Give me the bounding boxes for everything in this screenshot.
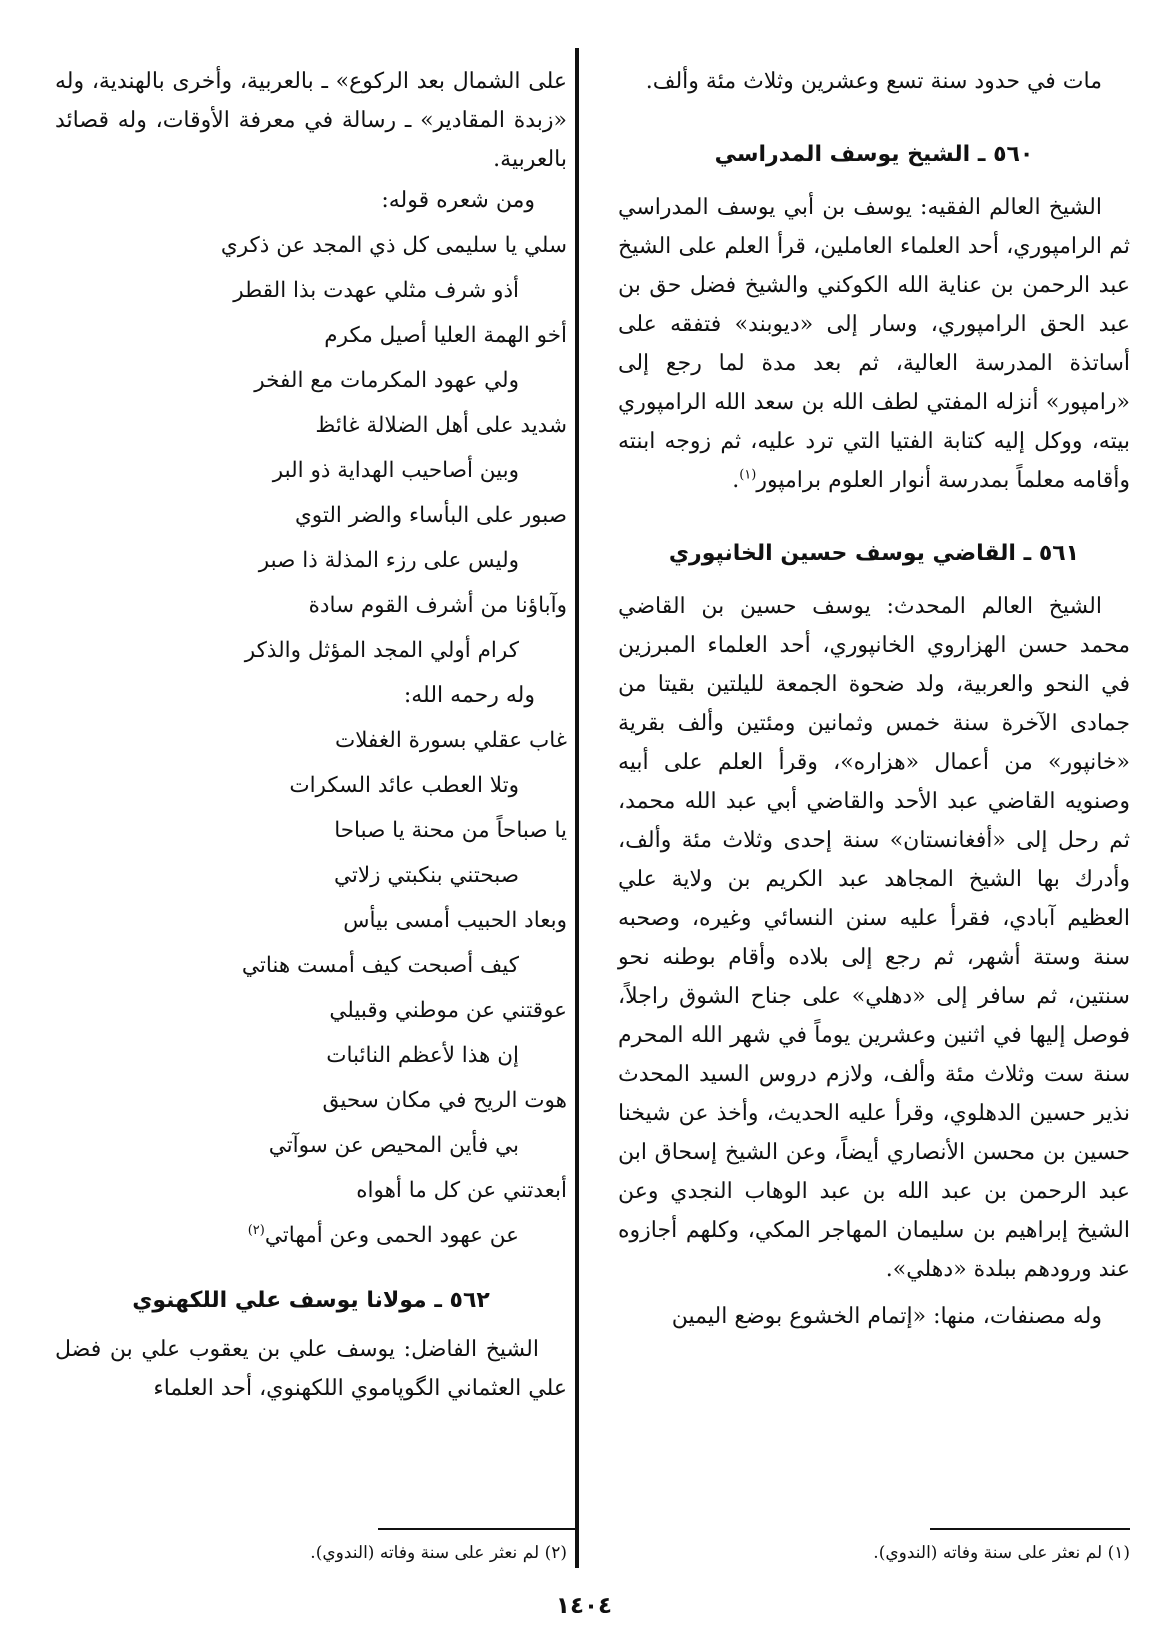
poem-2-line: بي فأين المحيص عن سوآتي — [268, 1133, 519, 1158]
entry-562-heading: ٥٦٢ ـ مولانا يوسف علي اللكهنوي — [132, 1288, 490, 1313]
entry-561-works: وله مصنفات، منها: «إتمام الخشوع بوضع اليمين — [671, 1304, 1102, 1329]
poem-2-line: وبعاد الحبيب أمسى بيأس — [343, 908, 567, 933]
poem-1-line: كرام أولي المجد المؤثل والذكر — [244, 638, 519, 663]
footnote-rule-right — [930, 1528, 1130, 1530]
footnote-rule-left — [378, 1528, 578, 1530]
footnote-2: (٢) لم نعثر على سنة وفاته (الندوي). — [310, 1543, 567, 1563]
poem-1-line: أذو شرف مثلي عهدت بذا القطر — [233, 278, 519, 303]
left-column — [55, 62, 567, 1408]
footnote-ref-2: (٢) — [247, 1222, 265, 1238]
footnote-ref-1: (١) — [739, 467, 757, 483]
poem-2-line — [55, 1217, 567, 1255]
footnote-1: (١) لم نعثر على سنة وفاته (الندوي). — [873, 1543, 1130, 1563]
poem-2-line: أبعدتني عن كل ما أهواه — [356, 1178, 567, 1203]
poem-2-line: يا صباحاً من محنة يا صباحا — [334, 818, 567, 843]
poem-1-line: وآباؤنا من أشرف القوم سادة — [308, 593, 567, 618]
poem-2-last-line-text: عن عهود الحمى وعن أمهاتي — [264, 1223, 519, 1248]
entry-562-body: الشيخ الفاضل: يوسف علي بن يعقوب علي بن فضل علي العثماني الگوپاموي اللكهنوي، أحد العلماء — [55, 1337, 567, 1401]
entry-561-body: الشيخ العالم المحدث: يوسف حسين بن القاضي محمد حسن الهزاروي الخانپوري، أحد العلماء المبرزين في النحو والعربية، ولد ضحوة الجمعة لليلتين بقيتا من جمادى الآخرة سنة خمس وثمانين ومئتين وألف بقرية «خانپور» من أعمال «هزاره»، وقرأ العلم على أبيه وصنويه القاضي عبد الأحد والقاضي أبي عبد الله محمد، ثم رحل إلى «أفغانستان» سنة إحدى وثلاث مئة وألف، وأدرك بها الشيخ المجاهد عبد الكريم بن ولاية علي العظيم آبادي، فقرأ عليه سنن النسائي وغيره، وصحبه سنة وستة أشهر، ثم رجع إلى بلاده وأقام بوطنه نحو سنتين، ثم سافر إلى «دهلي» على جناح الشوق راجلاً، فوصل إليها في اثنين وعشرين يوماً في شهر الله المحرم سنة ست وثلاث مئة وألف، ولازم دروس السيد المحدث نذير حسين الدهلوي، وقرأ عليه الحديث، وأخذ عن شيخنا حسين بن محسن الأنصاري أيضاً، وعن الشيخ إسحاق ابن عبد الرحمن بن عبد الله بن عبد الوهاب النجدي وعن الشيخ إبراهيم بن سليمان المهاجر المكي، وكلهم أجازوه عند ورودهم ببلدة «دهلي». — [618, 594, 1130, 1282]
entry-560-end: . — [732, 468, 740, 493]
right-column — [618, 62, 1130, 1336]
poem-1 — [55, 227, 567, 670]
poem-2-line: كيف أصبحت كيف أمست هناتي — [241, 953, 519, 978]
poem-2-intro: وله رحمه الله: — [403, 683, 535, 708]
poem-2-line: إن هذا لأعظم النائبات — [326, 1043, 519, 1068]
poem-2-line: غاب عقلي بسورة الغفلات — [334, 728, 567, 753]
poem-1-line: صبور على البأساء والضر التوي — [294, 503, 567, 528]
poem-1-line: أخو الهمة العليا أصيل مكرم — [324, 323, 567, 348]
right-column-opening: مات في حدود سنة تسع وعشرين وثلاث مئة وألف. — [645, 69, 1102, 94]
poem-2-line: صبحتني بنكبتي زلاتي — [334, 863, 519, 888]
poem-1-line: سلي يا سليمى كل ذي المجد عن ذكري — [220, 233, 567, 258]
poem-1-line: وبين أصاحيب الهداية ذو البر — [272, 458, 519, 483]
poem-2-line: هوت الريح في مكان سحيق — [322, 1088, 567, 1113]
poem-1-line: ولي عهود المكرمات مع الفخر — [254, 368, 519, 393]
poem-2-line: عوقتني عن موطني وقبيلي — [329, 998, 567, 1023]
entry-560-body — [618, 188, 1130, 500]
column-divider — [575, 48, 579, 1568]
left-column-continuation: على الشمال بعد الركوع» ـ بالعربية، وأخرى بالهندية، وله «زبدة المقادير» ـ رسالة في معرفة الأوقات، وله قصائد بالعربية. — [55, 69, 567, 172]
entry-560-text: الشيخ العالم الفقيه: يوسف بن أبي يوسف المدراسي ثم الرامپوري، أحد العلماء العاملين، قرأ العلم على الشيخ عبد الرحمن بن عناية الله الكوكني والشيخ فضل حق بن عبد الحق الرامپوري، وسار إلى «ديوبند» فتفقه على أساتذة المدرسة العالية، ثم بعد مدة لما رجع إلى «رامپور» أنزله المفتي لطف الله بن سعد الله الرامپوري بيته، ووكل إليه كتابة الفتيا التي ترد عليه، ثم زوجه ابنته وأقامه معلماً بمدرسة أنوار العلوم برامپور — [618, 195, 1130, 493]
entry-560-heading: ٥٦٠ ـ الشيخ يوسف المدراسي — [714, 142, 1034, 167]
poem-1-line: شديد على أهل الضلالة غائظ — [315, 413, 567, 438]
poem-1-intro: ومن شعره قوله: — [381, 188, 535, 213]
poem-2-line: وتلا العطب عائد السكرات — [289, 773, 519, 798]
page-number: ١٤٠٤ — [555, 1593, 613, 1619]
entry-561-heading: ٥٦١ ـ القاضي يوسف حسين الخانپوري — [668, 541, 1080, 566]
poem-2 — [55, 722, 567, 1255]
poem-1-line: وليس على رزء المذلة ذا صبر — [258, 548, 519, 573]
